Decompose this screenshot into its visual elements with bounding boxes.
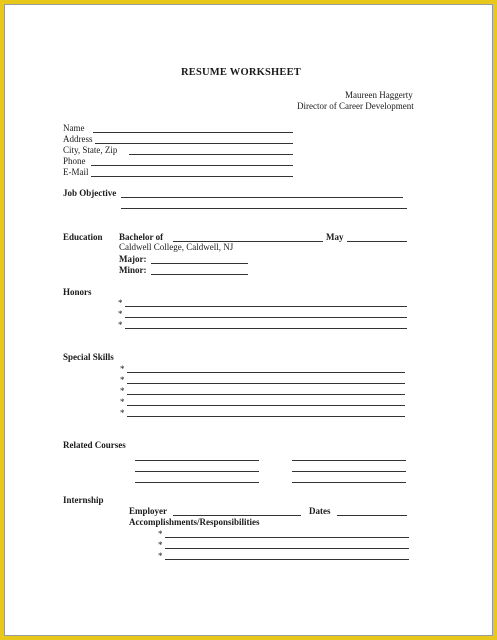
skills-bullet-3: * [120,386,125,396]
email-label: E-Mail [63,167,89,177]
skills-field-3[interactable] [127,394,405,395]
special-skills-label: Special Skills [63,352,114,362]
course-field-right-3[interactable] [292,482,406,483]
name-field[interactable] [93,132,293,133]
honors-field-1[interactable] [125,306,407,307]
skills-bullet-1: * [120,364,125,374]
education-label: Education [63,232,103,242]
internship-bullet-3: * [158,551,163,561]
page-title: RESUME WORKSHEET [181,67,301,78]
dates-label: Dates [309,506,331,516]
skills-field-2[interactable] [127,383,405,384]
skills-field-4[interactable] [127,405,405,406]
author-position: Director of Career Development [297,101,414,111]
dates-field[interactable] [337,515,407,516]
internship-bullet-2: * [158,540,163,550]
accomplishments-label: Accomplishments/Responsibilities [129,517,260,527]
internship-field-1[interactable] [165,537,409,538]
course-field-right-2[interactable] [292,471,406,472]
course-field-left-2[interactable] [135,471,259,472]
city-state-zip-field[interactable] [129,154,293,155]
school-name: Caldwell College, Caldwell, NJ [119,242,234,252]
honors-field-2[interactable] [125,317,407,318]
internship-field-2[interactable] [165,548,409,549]
graduation-date-field[interactable] [347,241,407,242]
course-field-left-3[interactable] [135,482,259,483]
employer-field[interactable] [173,515,301,516]
graduation-date-label: May [326,232,344,242]
email-field[interactable] [91,176,293,177]
employer-label: Employer [129,506,167,516]
skills-field-5[interactable] [127,416,405,417]
job-objective-field-1[interactable] [121,197,403,198]
internship-bullet-1: * [158,529,163,539]
name-label: Name [63,123,85,133]
worksheet-page [4,4,493,636]
degree-label: Bachelor of [119,232,164,242]
major-label: Major: [119,254,147,264]
address-label: Address [63,134,93,144]
minor-field[interactable] [151,274,248,275]
phone-field[interactable] [91,165,293,166]
course-field-left-1[interactable] [135,460,259,461]
skills-bullet-4: * [120,397,125,407]
internship-label: Internship [63,495,104,505]
honors-field-3[interactable] [125,328,407,329]
honors-bullet-3: * [118,320,123,330]
skills-bullet-5: * [120,408,125,418]
honors-label: Honors [63,287,92,297]
job-objective-field-2[interactable] [121,208,407,209]
phone-label: Phone [63,156,86,166]
honors-bullet-2: * [118,309,123,319]
internship-field-3[interactable] [165,559,409,560]
job-objective-label: Job Objective [63,188,117,198]
honors-bullet-1: * [118,298,123,308]
course-field-right-1[interactable] [292,460,406,461]
minor-label: Minor: [119,265,147,275]
skills-field-1[interactable] [127,372,405,373]
author-name: Maureen Haggerty [345,90,413,100]
address-field[interactable] [95,143,293,144]
city-state-zip-label: City, State, Zip [63,145,118,155]
skills-bullet-2: * [120,375,125,385]
major-field[interactable] [151,263,248,264]
related-courses-label: Related Courses [63,440,126,450]
